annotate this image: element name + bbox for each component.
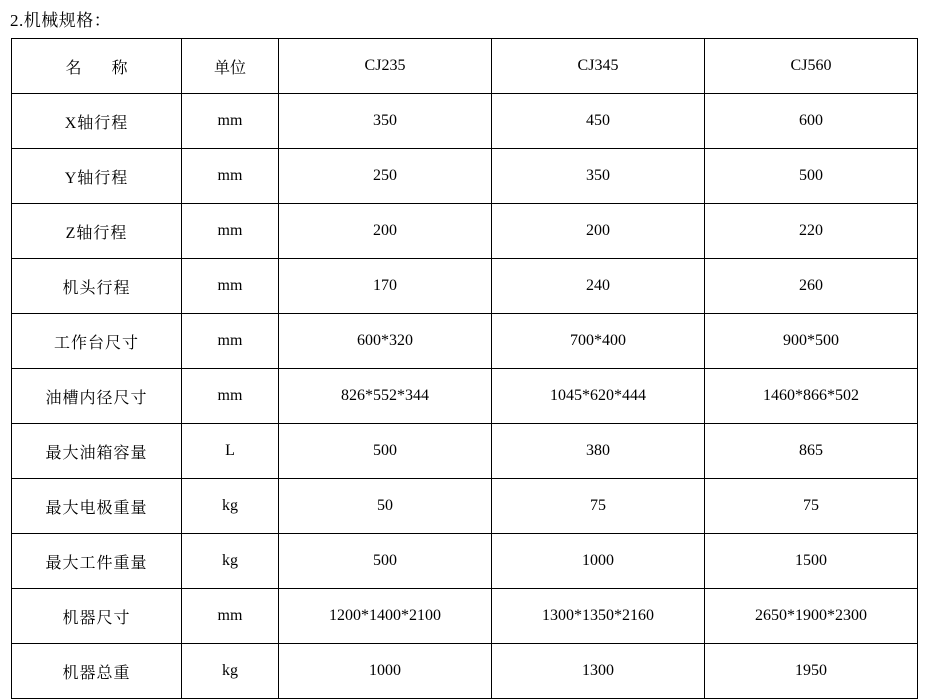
table-row	[12, 314, 918, 369]
table-row	[12, 479, 918, 534]
row-label: 机器总重	[12, 644, 182, 699]
cell-value-cj560: 260	[705, 259, 918, 314]
cell-value-cj560: 900*500	[705, 314, 918, 369]
cell-value-cj345: 1300*1350*2160	[492, 589, 705, 644]
row-label: 机头行程	[12, 259, 182, 314]
row-unit: mm	[182, 589, 279, 644]
row-unit: kg	[182, 534, 279, 589]
table-row	[12, 424, 918, 479]
cell-value-cj235: 50	[279, 479, 492, 534]
cell-value-cj235: 1000	[279, 644, 492, 699]
cell-value-cj560: 2650*1900*2300	[705, 589, 918, 644]
table-row	[12, 149, 918, 204]
cell-value-cj560: 75	[705, 479, 918, 534]
column-header-unit: 单位	[182, 39, 279, 94]
row-unit: mm	[182, 259, 279, 314]
cell-value-cj345: 240	[492, 259, 705, 314]
column-header-cj345: CJ345	[492, 39, 705, 94]
row-label: 最大油箱容量	[12, 424, 182, 479]
row-label: 最大电极重量	[12, 479, 182, 534]
cell-value-cj235: 500	[279, 424, 492, 479]
row-unit: L	[182, 424, 279, 479]
cell-value-cj560: 600	[705, 94, 918, 149]
table-row	[12, 644, 918, 699]
cell-value-cj235: 826*552*344	[279, 369, 492, 424]
row-label: 工作台尺寸	[12, 314, 182, 369]
table-row	[12, 369, 918, 424]
table-row	[12, 589, 918, 644]
table-row	[12, 204, 918, 259]
table-row	[12, 259, 918, 314]
row-unit: mm	[182, 94, 279, 149]
row-label: 机器尺寸	[12, 589, 182, 644]
row-unit: mm	[182, 314, 279, 369]
cell-value-cj345: 700*400	[492, 314, 705, 369]
column-header-name: 名 称	[12, 39, 182, 94]
table-header-row	[12, 39, 918, 94]
mechanical-specification-table	[11, 38, 918, 699]
cell-value-cj345: 75	[492, 479, 705, 534]
cell-value-cj560: 865	[705, 424, 918, 479]
row-unit: kg	[182, 479, 279, 534]
cell-value-cj345: 1300	[492, 644, 705, 699]
cell-value-cj345: 450	[492, 94, 705, 149]
row-label: Z轴行程	[12, 204, 182, 259]
cell-value-cj235: 200	[279, 204, 492, 259]
cell-value-cj560: 1500	[705, 534, 918, 589]
row-unit: mm	[182, 369, 279, 424]
cell-value-cj235: 600*320	[279, 314, 492, 369]
cell-value-cj560: 220	[705, 204, 918, 259]
row-label: X轴行程	[12, 94, 182, 149]
table-row	[12, 534, 918, 589]
row-label: 油槽内径尺寸	[12, 369, 182, 424]
cell-value-cj345: 1000	[492, 534, 705, 589]
row-unit: mm	[182, 149, 279, 204]
row-unit: mm	[182, 204, 279, 259]
cell-value-cj345: 380	[492, 424, 705, 479]
cell-value-cj345: 1045*620*444	[492, 369, 705, 424]
page-title: 2.机械规格：	[10, 11, 112, 30]
cell-value-cj560: 1460*866*502	[705, 369, 918, 424]
cell-value-cj345: 350	[492, 149, 705, 204]
cell-value-cj345: 200	[492, 204, 705, 259]
cell-value-cj235: 350	[279, 94, 492, 149]
column-header-cj235: CJ235	[279, 39, 492, 94]
table-row	[12, 94, 918, 149]
cell-value-cj235: 250	[279, 149, 492, 204]
column-header-cj560: CJ560	[705, 39, 918, 94]
row-label: 最大工件重量	[12, 534, 182, 589]
cell-value-cj235: 1200*1400*2100	[279, 589, 492, 644]
cell-value-cj235: 500	[279, 534, 492, 589]
row-label: Y轴行程	[12, 149, 182, 204]
cell-value-cj560: 500	[705, 149, 918, 204]
row-unit: kg	[182, 644, 279, 699]
cell-value-cj235: 170	[279, 259, 492, 314]
cell-value-cj560: 1950	[705, 644, 918, 699]
